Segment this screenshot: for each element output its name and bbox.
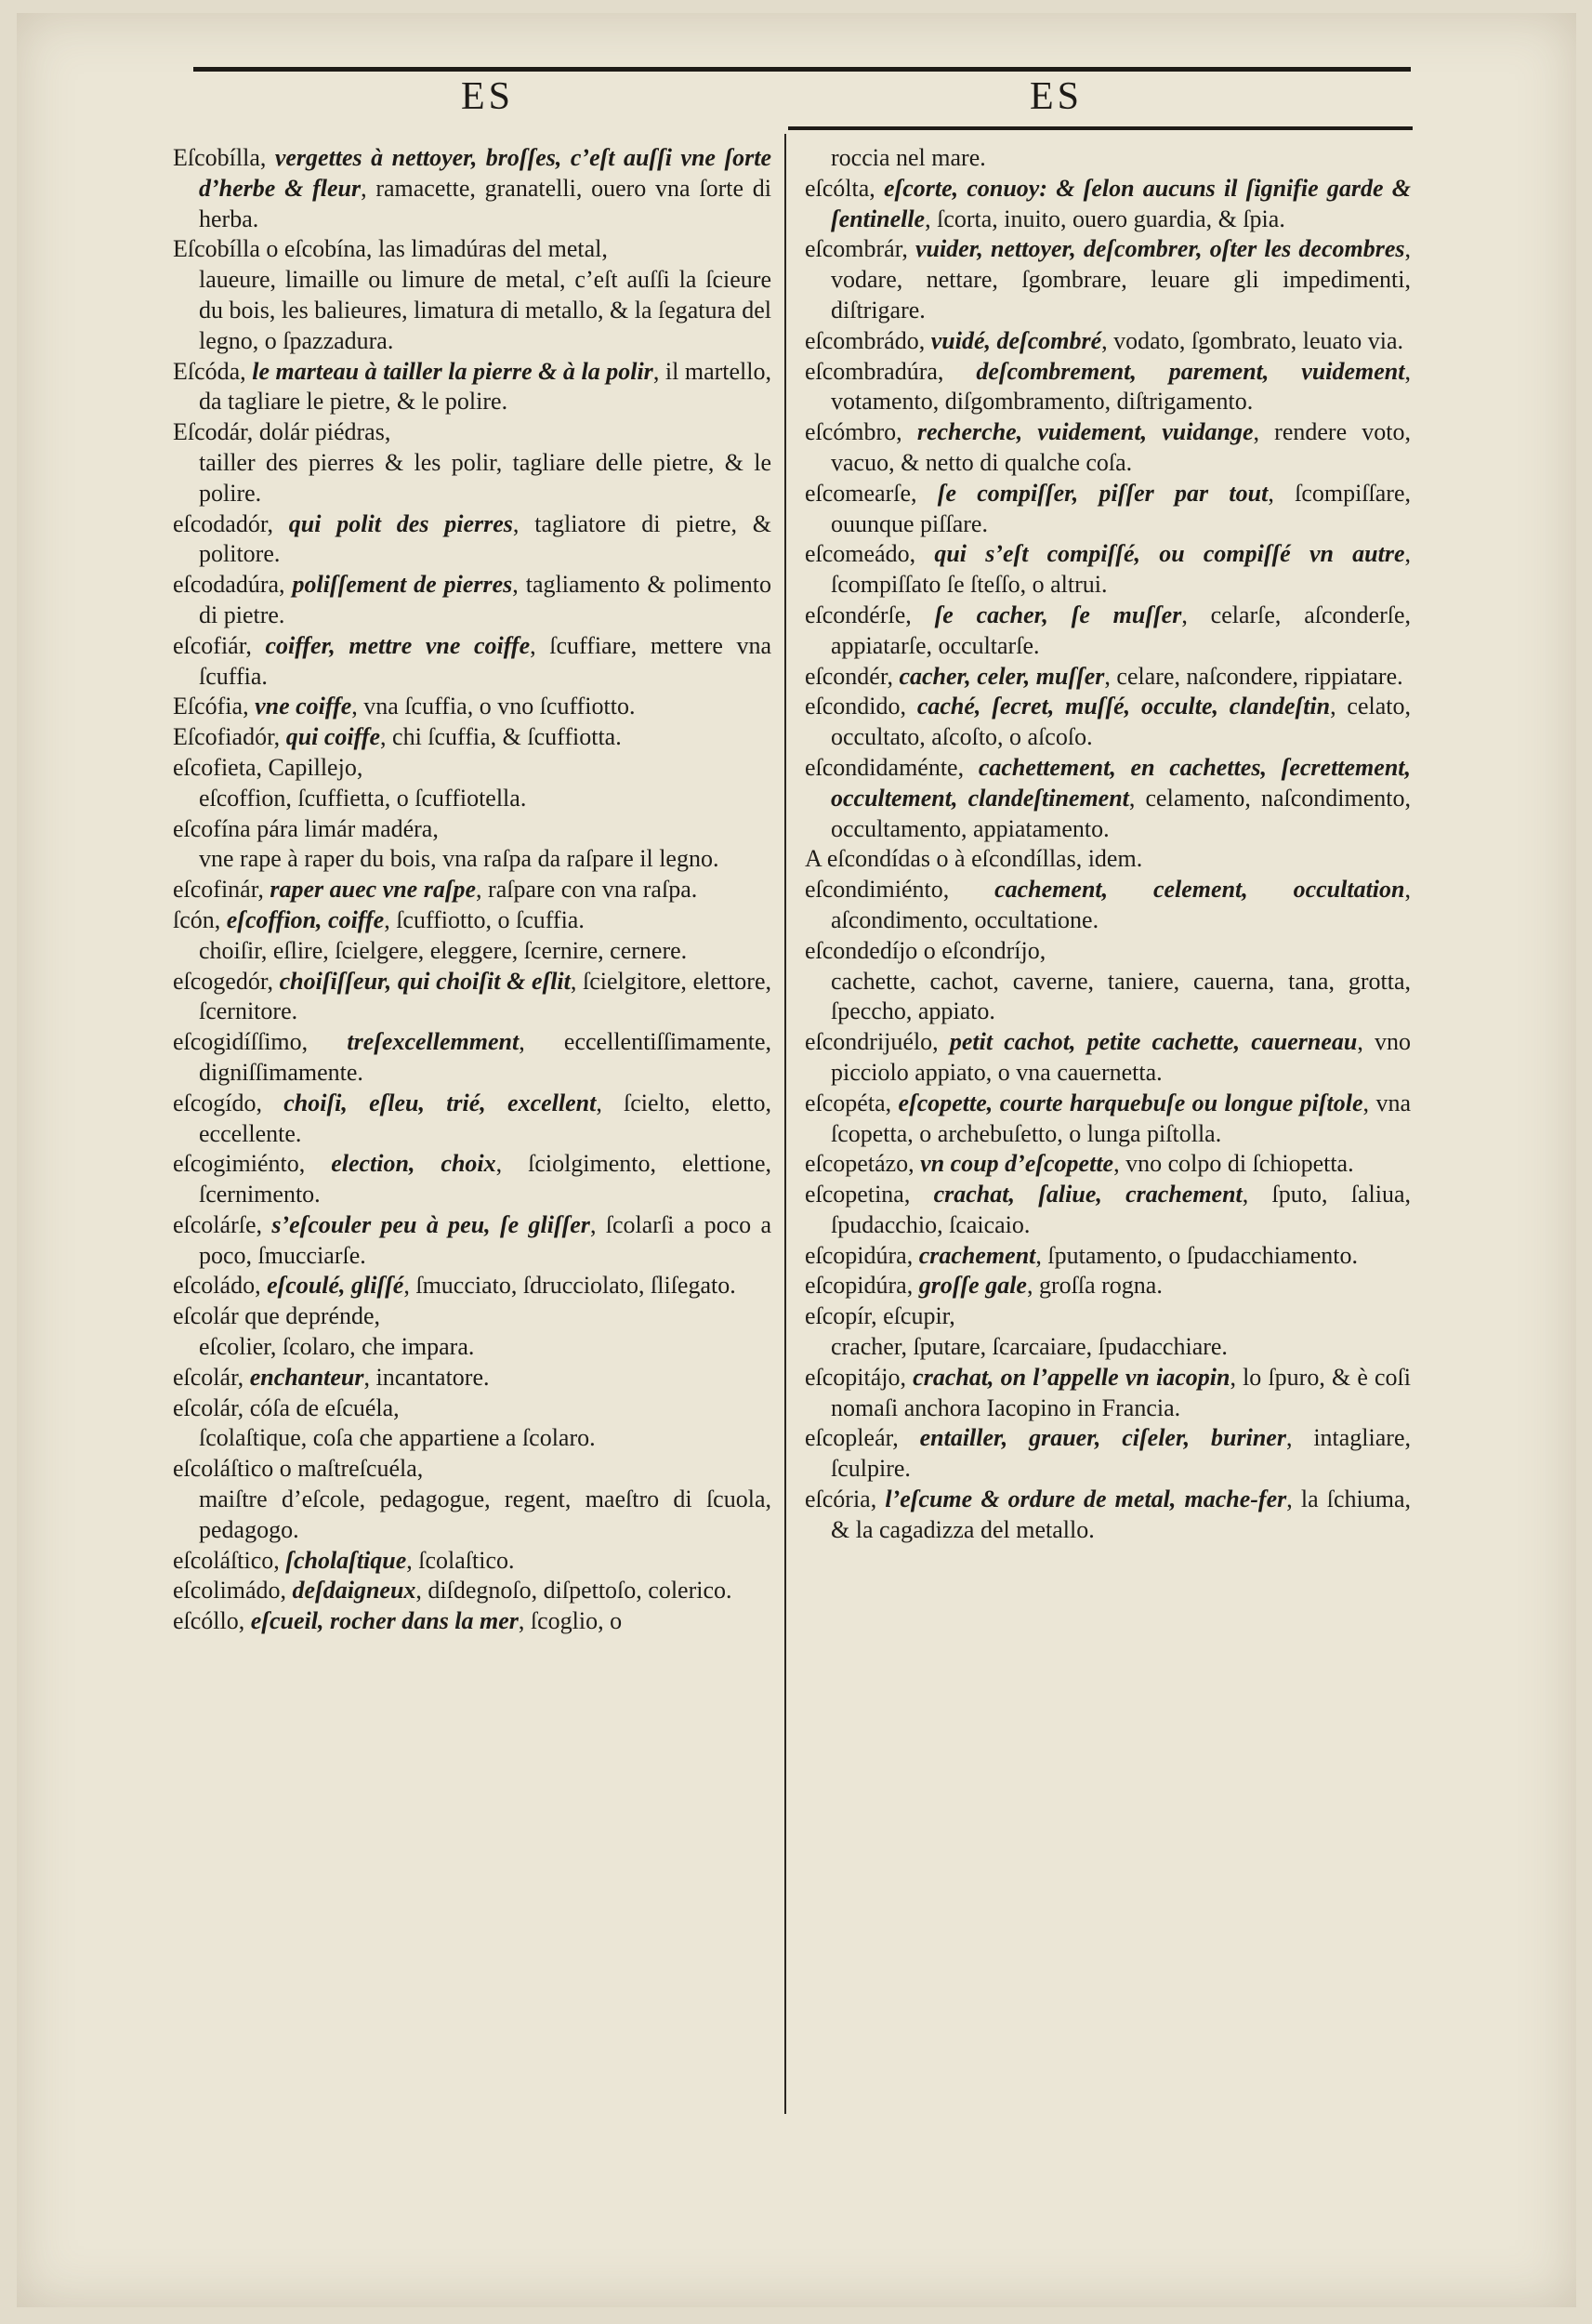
french-gloss: deſcombrement, parement, vuidement <box>943 357 1405 385</box>
dictionary-entry <box>173 967 771 1028</box>
headword: eſcomeádo, <box>805 540 916 568</box>
french-gloss: vergettes à nettoyer, broſſes, c’eſt auſſi vne ſorte d’herbe & fleur <box>199 144 771 202</box>
italian-gloss: , ſcompiſſare, ouunque piſſare. <box>831 479 1411 537</box>
italian-gloss: , vodare, nettare, ſgombrare, leuare gli impedimenti, diſtrigare. <box>831 235 1411 324</box>
headword: eſcóllo, <box>173 1607 245 1635</box>
italian-gloss: , ſcorta, inuito, ouero guardia, & ſpia. <box>925 205 1285 232</box>
french-gloss: s’eſcouler peu à peu, ſe gliſſer <box>262 1210 590 1238</box>
dictionary-entry <box>173 905 771 936</box>
italian-gloss: dolár piédras, <box>253 418 391 446</box>
italian-gloss: , la ſchiuma, & la cagadizza del metallo. <box>831 1486 1412 1543</box>
french-gloss: crachat, on l’appelle vn iacopin <box>906 1363 1230 1391</box>
french-gloss: l’eſcume & ordure de metal, mache-fer <box>876 1486 1287 1513</box>
headword: Eſcófia, <box>173 693 249 720</box>
italian-gloss: eſcupir, <box>876 1302 955 1330</box>
dictionary-entry <box>173 1089 771 1150</box>
italian-gloss: , diſdegnoſo, diſpettoſo, colerico. <box>415 1577 732 1604</box>
dictionary-entry <box>805 1027 1411 1089</box>
dictionary-entry <box>805 326 1411 357</box>
headword: Eſcóda, <box>173 357 246 385</box>
column-divider <box>784 134 786 2114</box>
french-gloss: raper auec vne raſpe <box>263 876 477 904</box>
dictionary-entry <box>173 1546 771 1577</box>
french-gloss: ſe cacher, ſe muſſer <box>911 601 1182 628</box>
headword: eſcolár <box>173 1302 239 1330</box>
french-gloss: election, choix <box>305 1150 496 1178</box>
dictionary-entry <box>805 1423 1411 1485</box>
french-gloss: ſcolaſtique <box>199 1424 301 1452</box>
italian-gloss: , ſcompiſſato ſe ſteſſo, o altrui. <box>831 540 1411 599</box>
dictionary-entry <box>173 1210 771 1272</box>
headword: eſcofiár, <box>173 631 252 659</box>
dictionary-entry <box>805 1332 1411 1363</box>
italian-gloss: , celare, naſcondere, rippiatare. <box>1104 662 1403 690</box>
french-gloss: eſcoffion, coiffe <box>220 905 385 933</box>
headword: eſcofinár, <box>173 876 264 904</box>
italian-gloss: , maeſtro di ſcuola, pedagogo. <box>199 1486 771 1543</box>
dictionary-entry <box>805 1180 1411 1241</box>
french-gloss: caché, ſecret, muſſé, occulte, clandeſtin <box>906 693 1331 720</box>
dictionary-entry <box>805 844 1411 875</box>
italian-gloss: o à eſcondíllas, idem. <box>930 845 1143 873</box>
french-gloss: le marteau à tailler la pierre & à la polir <box>245 357 653 385</box>
headword: eſcomearſe, <box>805 479 917 507</box>
dictionary-entry <box>805 1149 1411 1180</box>
dictionary-entry <box>173 1332 771 1363</box>
french-gloss: eſcoulé, gliſſé <box>260 1272 404 1300</box>
italian-gloss: , ſcuffiare, mettere vna ſcuffia. <box>199 631 771 690</box>
headword: eſcopír, <box>805 1302 877 1330</box>
italian-gloss: , vno picciolo appiato, o vna cauernetta. <box>831 1028 1411 1086</box>
french-gloss: petit cachot, petite cachette, cauerneau <box>938 1028 1358 1056</box>
dictionary-entry <box>805 1301 1411 1332</box>
dictionary-entry <box>805 174 1411 235</box>
italian-gloss: , rendere voto, vacuo, & netto di qualche coſa. <box>831 418 1411 476</box>
italian-gloss: , ſcolaro, che impara. <box>270 1333 475 1361</box>
italian-gloss: , ſputo, ſaliua, ſpudacchio, ſcaicaio. <box>831 1181 1411 1238</box>
french-gloss: cachette, cachot, caverne, taniere <box>831 967 1174 995</box>
french-gloss: treſexcellemment <box>308 1028 520 1056</box>
french-gloss: tailler des pierres & les polir <box>199 448 496 476</box>
dictionary-entry <box>805 753 1411 844</box>
dictionary-entry <box>805 479 1411 540</box>
italian-gloss: , limatura di metallo, & la ſegatura del legno, o ſpazzadura. <box>199 296 771 354</box>
headword: eſcopidúra, <box>805 1272 914 1300</box>
dictionary-entry <box>805 662 1411 693</box>
headword: eſcolár, <box>173 1393 244 1421</box>
dictionary-entry <box>805 1485 1411 1546</box>
french-gloss: poliſſement de pierres <box>284 571 513 599</box>
dictionary-entry <box>173 357 771 418</box>
italian-gloss: , aſcondimento, occultatione. <box>831 876 1411 933</box>
italian-gloss: , incantatore. <box>363 1363 490 1391</box>
left-column <box>173 143 771 1637</box>
headword: eſcoláſtico <box>173 1455 274 1483</box>
italian-gloss: , ſcielgere, eleggere, ſcernire, cernere. <box>322 936 688 964</box>
italian-gloss: , tagliare delle pietre, & le polire. <box>199 448 772 507</box>
headword: eſcofieta, <box>173 753 262 781</box>
headword: eſcogidíſſimo, <box>173 1028 309 1056</box>
italian-gloss: , ramacette, granatelli, ouero vna ſorte di herba. <box>199 174 771 232</box>
dictionary-entry <box>173 1454 771 1485</box>
headword: eſcómbro, <box>805 418 902 446</box>
headword: eſcolár, <box>173 1363 244 1391</box>
italian-gloss: , eccellentiſſimamente, digniſſimamente. <box>199 1028 771 1086</box>
italian-gloss: , ſcielgitore, elettore, ſcernitore. <box>199 967 771 1025</box>
dictionary-entry <box>805 967 1411 1028</box>
headword: eſcodadúra, <box>173 571 285 599</box>
dictionary-entry <box>805 1271 1411 1301</box>
italian-gloss: cóſa de eſcuéla, <box>243 1393 400 1421</box>
italian-gloss: Capillejo, <box>262 753 363 781</box>
running-header-right: ES <box>1030 75 1084 118</box>
dictionary-entry <box>173 753 771 784</box>
dictionary-entry <box>173 265 771 356</box>
dictionary-entry <box>173 509 771 571</box>
dictionary-entry <box>173 143 771 234</box>
italian-gloss: , il martello, da tagliare le pietre, & le polire. <box>199 357 771 416</box>
headword: eſcondido, <box>805 693 907 720</box>
running-header-left: ES <box>461 75 515 118</box>
dictionary-entry <box>805 357 1411 418</box>
headword: eſcogedór, <box>173 967 273 995</box>
headword: A eſcondídas <box>805 845 931 873</box>
headword: eſcopidúra, <box>805 1241 914 1269</box>
dictionary-entry <box>173 784 771 814</box>
italian-gloss: , vna ſcopetta, o archebuſetto, o lunga piſtolla. <box>831 1089 1411 1147</box>
headword: eſcondidaménte, <box>805 753 965 781</box>
dictionary-entry <box>173 936 771 967</box>
dictionary-entry <box>173 1485 771 1546</box>
italian-gloss: roccia nel mare. <box>831 144 986 171</box>
dictionary-entry <box>805 234 1411 325</box>
italian-gloss: , raſpare con vna raſpa. <box>476 876 698 904</box>
dictionary-entry <box>173 722 771 753</box>
french-gloss: ſcholaſtique <box>279 1546 407 1574</box>
french-gloss: cachement, celement, occultation <box>949 876 1405 904</box>
italian-gloss: o maſtreſcuéla, <box>273 1455 424 1483</box>
french-gloss: coiffer, mettre vne coiffe <box>251 631 531 659</box>
dictionary-entry <box>805 1363 1411 1424</box>
dictionary-entry <box>173 234 771 265</box>
dictionary-entry <box>173 692 771 722</box>
headword: eſcoládo, <box>173 1272 261 1300</box>
dictionary-entry <box>805 1241 1411 1272</box>
headword: eſcombradúra, <box>805 357 944 385</box>
dictionary-entry <box>173 631 771 693</box>
french-gloss: recherche, vuidement, vuidange <box>901 418 1254 446</box>
headword: Eſcofiadór, <box>173 723 281 751</box>
headword: ſcón, <box>173 905 221 933</box>
italian-gloss: pára limár madéra, <box>250 814 439 842</box>
italian-gloss: , coſa che appartiene a ſcolaro. <box>300 1424 596 1452</box>
italian-gloss: , lo ſpuro, & è coſi nomaſi anchora Iacopino in Francia. <box>831 1363 1412 1421</box>
headword: eſcogimiénto, <box>173 1150 306 1178</box>
french-gloss: eſcopette, courte harquebuſe ou longue piſtole <box>891 1089 1363 1116</box>
page <box>17 13 1576 2307</box>
french-gloss: eſcoffion <box>199 784 286 812</box>
dictionary-entry <box>173 1606 771 1637</box>
french-gloss: crachement <box>913 1241 1036 1269</box>
headword: Eſcobílla o eſcobína, <box>173 235 373 263</box>
italian-gloss: , ſputamento, o ſpudacchiamento. <box>1035 1241 1358 1269</box>
headword: eſcoláſtico, <box>173 1546 280 1574</box>
italian-gloss: , ſciolgimento, elettione, ſcernimento. <box>199 1150 771 1208</box>
dictionary-entry <box>173 875 771 905</box>
headword: eſcondrijuélo, <box>805 1028 939 1056</box>
french-gloss: eſcolier <box>199 1333 270 1361</box>
italian-gloss: , ſcuffiotto, o ſcuffia. <box>384 905 585 933</box>
headword: eſcombrádo, <box>805 326 926 354</box>
italian-gloss: , votamento, diſgombramento, diſtrigamento. <box>831 357 1411 416</box>
french-gloss: vne coiffe <box>248 693 352 720</box>
french-gloss: vne rape à raper du bois <box>199 845 431 873</box>
italian-gloss: , ſcoglio, o <box>518 1607 623 1635</box>
italian-gloss: , intagliare, ſculpire. <box>831 1424 1411 1483</box>
dictionary-entry <box>173 1149 771 1210</box>
italian-gloss: las limadúras del metal, <box>372 235 608 263</box>
dictionary-entry <box>805 1089 1411 1150</box>
french-gloss: entailler, grauer, ciſeler, buriner <box>898 1424 1286 1452</box>
dictionary-entry <box>805 601 1411 662</box>
headword: eſcolárſe, <box>173 1210 262 1238</box>
italian-gloss: , ſcuffietta, o ſcuffiotella. <box>285 784 527 812</box>
french-gloss: cracher <box>831 1333 901 1361</box>
italian-gloss: , vna raſpa da raſpare il legno. <box>430 845 719 873</box>
italian-gloss: , ſcolarſi a poco a poco, ſmucciarſe. <box>199 1210 771 1269</box>
dictionary-entry <box>173 1363 771 1393</box>
dictionary-entry <box>805 143 1411 174</box>
french-gloss: eſcorte, conuoy: & ſelon aucuns il ſignifie garde & ſentinelle <box>831 174 1411 232</box>
headword: eſcofína <box>173 814 251 842</box>
italian-gloss: , vno colpo di ſchiopetta. <box>1113 1150 1354 1178</box>
italian-gloss: , groſſa rogna. <box>1026 1272 1163 1300</box>
dictionary-entry <box>805 539 1411 601</box>
french-gloss: eſcueil, rocher dans la mer <box>244 1607 519 1635</box>
headword: eſcodadór, <box>173 509 273 537</box>
french-gloss: qui coiffe <box>280 723 381 751</box>
french-gloss: ſe compiſſer, piſſer par tout <box>916 479 1269 507</box>
italian-gloss: , ſcielto, eletto, eccellente. <box>199 1089 771 1147</box>
dictionary-entry <box>173 1301 771 1332</box>
italian-gloss: , chi ſcuffia, & ſcuffiotta. <box>380 723 622 751</box>
italian-gloss: , ſmucciato, ſdrucciolato, ſliſegato. <box>403 1272 736 1300</box>
dictionary-entry <box>173 1271 771 1301</box>
french-gloss: cacher, celer, muſſer <box>892 662 1105 690</box>
dictionary-entry <box>173 1423 771 1454</box>
header-rule-right <box>788 126 1413 130</box>
headword: eſcopleár, <box>805 1424 899 1452</box>
italian-gloss: , tagliamento & polimento di pietre. <box>199 571 771 628</box>
headword: eſcombrár, <box>805 235 908 263</box>
headword: eſcogído, <box>173 1089 263 1116</box>
italian-gloss: , ſputare, ſcarcaiare, ſpudacchiare. <box>901 1333 1228 1361</box>
headword: eſcondedíjo <box>805 936 918 964</box>
french-gloss: deſdaigneux <box>286 1577 416 1604</box>
headword: eſcondérſe, <box>805 601 912 628</box>
top-rule <box>193 67 1411 72</box>
headword: Eſcobílla, <box>173 144 267 171</box>
french-gloss: qui polit des pierres <box>272 509 513 537</box>
dictionary-entry <box>173 844 771 875</box>
italian-gloss: , cauerna, tana, grotta, ſpeccho, appiato. <box>831 967 1411 1025</box>
french-gloss: vn coup d’eſcopette <box>914 1150 1114 1178</box>
french-gloss: cachettement, en cachettes, ſecrettement, occultement, clandeſtinement <box>831 753 1411 812</box>
right-column <box>805 143 1411 1546</box>
french-gloss: vuider, nettoyer, deſcombrer, oſter les decombres <box>907 235 1405 263</box>
dictionary-entry <box>173 814 771 845</box>
headword: eſcólta, <box>805 174 875 202</box>
italian-gloss: , vna ſcuffia, o vno ſcuffiotto. <box>351 693 636 720</box>
dictionary-entry <box>173 1393 771 1424</box>
headword: Eſcodár, <box>173 418 254 446</box>
italian-gloss: , celato, occultato, aſcoſto, o aſcoſo. <box>831 693 1411 751</box>
french-gloss: laueure, limaille ou limure de metal, c’eſt auſſi la ſcieure du bois, les balieures <box>199 266 771 324</box>
dictionary-entry <box>173 448 771 509</box>
headword: eſcopitájo, <box>805 1363 907 1391</box>
dictionary-entry <box>805 692 1411 753</box>
dictionary-entry <box>805 936 1411 967</box>
french-gloss: choiſir, eſlire <box>199 936 323 964</box>
headword: eſcondimiénto, <box>805 876 950 904</box>
italian-gloss: , celamento, naſcondimento, occultamento, appiatamento. <box>831 784 1411 842</box>
headword: eſcopetázo, <box>805 1150 914 1178</box>
italian-gloss: , tagliatore di pietre, & politore. <box>199 509 772 568</box>
dictionary-entry <box>805 875 1411 936</box>
dictionary-entry <box>805 417 1411 479</box>
dictionary-entry <box>173 570 771 631</box>
headword: eſcopetina, <box>805 1181 911 1208</box>
french-gloss: maiſtre d’eſcole, pedagogue, regent <box>199 1486 565 1513</box>
italian-gloss: que deprénde, <box>238 1302 381 1330</box>
headword: eſcondér, <box>805 662 893 690</box>
french-gloss: groſſe gale <box>913 1272 1027 1300</box>
french-gloss: vuidé, deſcombré <box>925 326 1102 354</box>
dictionary-entry <box>173 417 771 448</box>
dictionary-entry <box>173 1027 771 1089</box>
french-gloss: choiſi, eſleu, trié, excellent <box>262 1089 597 1116</box>
french-gloss: enchanteur <box>243 1363 364 1391</box>
headword: eſcória, <box>805 1486 877 1513</box>
headword: eſcopéta, <box>805 1089 892 1116</box>
italian-gloss: , vodato, ſgombrato, leuato via. <box>1101 326 1404 354</box>
headword: eſcolimádo, <box>173 1577 287 1604</box>
french-gloss: crachat, ſaliue, crachement <box>910 1181 1243 1208</box>
french-gloss: qui s’eſt compiſſé, ou compiſſé vn autre <box>915 540 1405 568</box>
french-gloss: choiſiſſeur, qui choiſit & eſlit <box>272 967 571 995</box>
italian-gloss: o eſcondríjo, <box>917 936 1046 964</box>
italian-gloss: , ſcolaſtico. <box>406 1546 515 1574</box>
dictionary-entry <box>173 1576 771 1606</box>
italian-gloss: , celarſe, aſconderſe, appiatarſe, occultarſe. <box>831 601 1411 659</box>
